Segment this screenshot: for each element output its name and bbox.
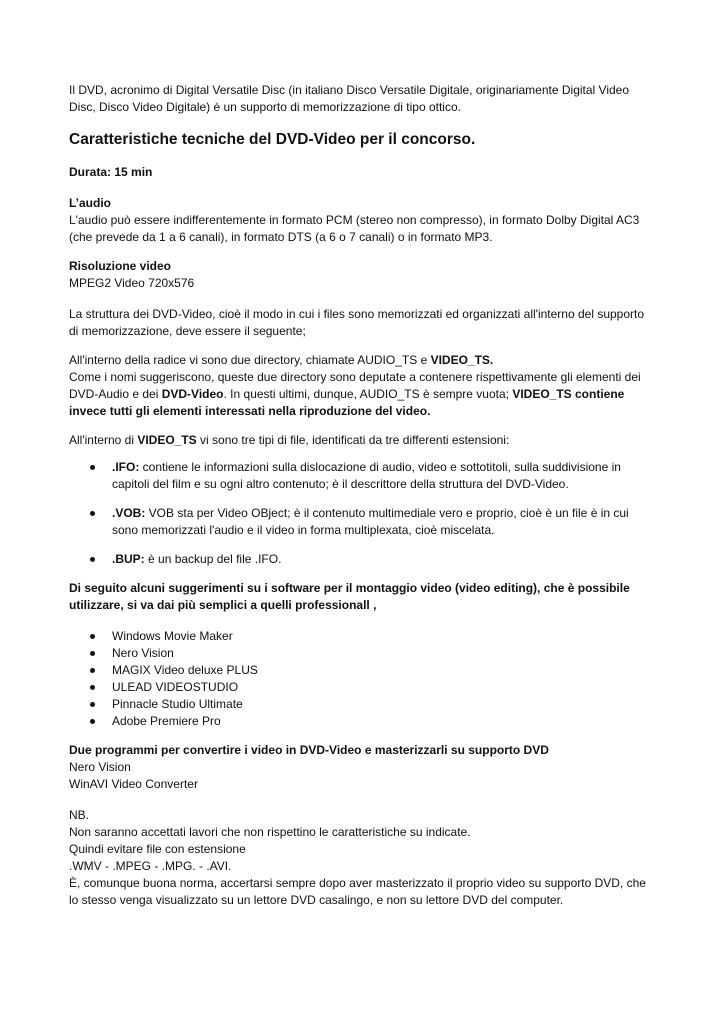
software-intro: Di seguito alcuni suggerimenti su i software per il montaggio video (video editing), che è possibile utilizzare, si va dai più semplici a quelli professionall , (69, 581, 630, 612)
bullet-icon (90, 685, 95, 690)
bullet-icon (90, 511, 95, 516)
nb-label: NB. (69, 808, 90, 822)
bullet-icon (90, 702, 95, 707)
note-line-3: .WMV - .MPEG - .MPG. - .AVI. (69, 859, 232, 873)
software-name: ULEAD VIDEOSTUDIO (112, 680, 239, 694)
bullet-icon (90, 465, 95, 470)
list-item (69, 645, 649, 662)
extension-label: .BUP: (112, 552, 145, 566)
extensions-list (69, 459, 649, 568)
bullet-icon (90, 634, 95, 639)
software-list (69, 628, 649, 730)
videots-bold: VIDEO_TS (137, 433, 197, 447)
software-name: Nero Vision (112, 646, 174, 660)
audio-title: L’audio (69, 196, 111, 210)
videots-text-2: vi sono tre tipi di file, identificati da tre differenti estensioni: (196, 433, 510, 447)
extension-description: è un backup del file .IFO. (144, 552, 282, 566)
extension-label: .IFO: (112, 460, 140, 474)
software-name: Windows Movie Maker (112, 629, 233, 643)
note-line-4: È, comunque buona norma, accertarsi sempre dopo aver masterizzato il proprio video su supporto DVD, che lo stesso venga visualizzato su un lettore DVD casalingo, e non su lettore DVD del computer. (69, 876, 646, 907)
list-item (69, 662, 649, 679)
root-text-3: . In questi ultimi, dunque, AUDIO_TS è sempre vuota; (223, 387, 513, 401)
software-name: MAGIX Video deluxe PLUS (112, 663, 258, 677)
list-item (69, 628, 649, 645)
root-text-1: All'interno della radice vi sono due directory, chiamate AUDIO_TS e (69, 353, 431, 367)
list-item (69, 679, 649, 696)
structure-paragraph: La struttura dei DVD-Video, cioè il modo in cui i files sono memorizzati ed organizzati all'interno del supporto di memorizzazione, deve essere il seguente; (69, 307, 645, 338)
videots-text-1: All'interno di (69, 433, 138, 447)
converter-item: Nero Vision (69, 760, 131, 774)
bullet-icon (90, 651, 95, 656)
list-item (69, 505, 649, 539)
extension-label: .VOB: (112, 506, 146, 520)
videots-paragraph (69, 432, 649, 449)
extension-description: contiene le informazioni sulla dislocazione di audio, video e sottotitoli, sulla suddivisione in capitoli del film e su ogni altro contenuto; è il descrittore della struttura del DVD-Video. (112, 460, 621, 491)
list-item (69, 713, 649, 730)
list-item (69, 551, 649, 568)
converters-title: Due programmi per convertire i video in DVD-Video e masterizzarli su supporto DVD (69, 743, 549, 757)
video-resolution-title: Risoluzione video (69, 259, 172, 273)
bullet-icon (90, 557, 95, 562)
extension-description: VOB sta per Video OBject; è il contenuto multimediale vero e proprio, cioè è un file è in cui sono memorizzati l'audio e il video in forma multiplexata, cioè miscelata. (112, 506, 629, 537)
root-text-2: Come i nomi suggeriscono, queste due directory sono deputate a contenere rispettivamente gli elementi dei DVD-Audio e dei (69, 370, 641, 401)
note-line-2: Quindi evitare file con estensione (69, 842, 246, 856)
document-page (69, 82, 649, 909)
software-name: Pinnacle Studio Ultimate (112, 697, 243, 711)
software-name: Adobe Premiere Pro (112, 714, 221, 728)
list-item (69, 459, 649, 493)
audio-text: L'audio può essere indifferentemente in formato PCM (stereo non compresso), in formato Dolby Digital AC3 (che prevede da 1 a 6 canali), in formato DTS (a 6 o 7 canali) o in formato MP3. (69, 213, 640, 244)
note-line-1: Non saranno accettati lavori che non rispettino le caratteristiche su indicate. (69, 825, 471, 839)
root-directories-paragraph (69, 352, 649, 420)
section-heading: Caratteristiche tecniche del DVD-Video per il concorso. (69, 131, 476, 148)
list-item (69, 696, 649, 713)
intro-paragraph: Il DVD, acronimo di Digital Versatile Disc (in italiano Disco Versatile Digitale, originariamente Digital Video Disc, Disco Video Digitale) è un supporto di memorizzazione di tipo ottico. (69, 83, 630, 114)
root-bold-2: DVD-Video (161, 387, 224, 401)
video-resolution-text: MPEG2 Video 720x576 (69, 276, 195, 290)
root-bold-1: VIDEO_TS. (430, 353, 494, 367)
bullet-icon (90, 668, 95, 673)
duration-line: Durata: 15 min (69, 165, 153, 179)
bullet-icon (90, 719, 95, 724)
converter-item: WinAVI Video Converter (69, 777, 198, 791)
root-bold-3: VIDEO_TS contiene invece tutti gli elementi interessati nella riproduzione del video. (69, 387, 625, 418)
